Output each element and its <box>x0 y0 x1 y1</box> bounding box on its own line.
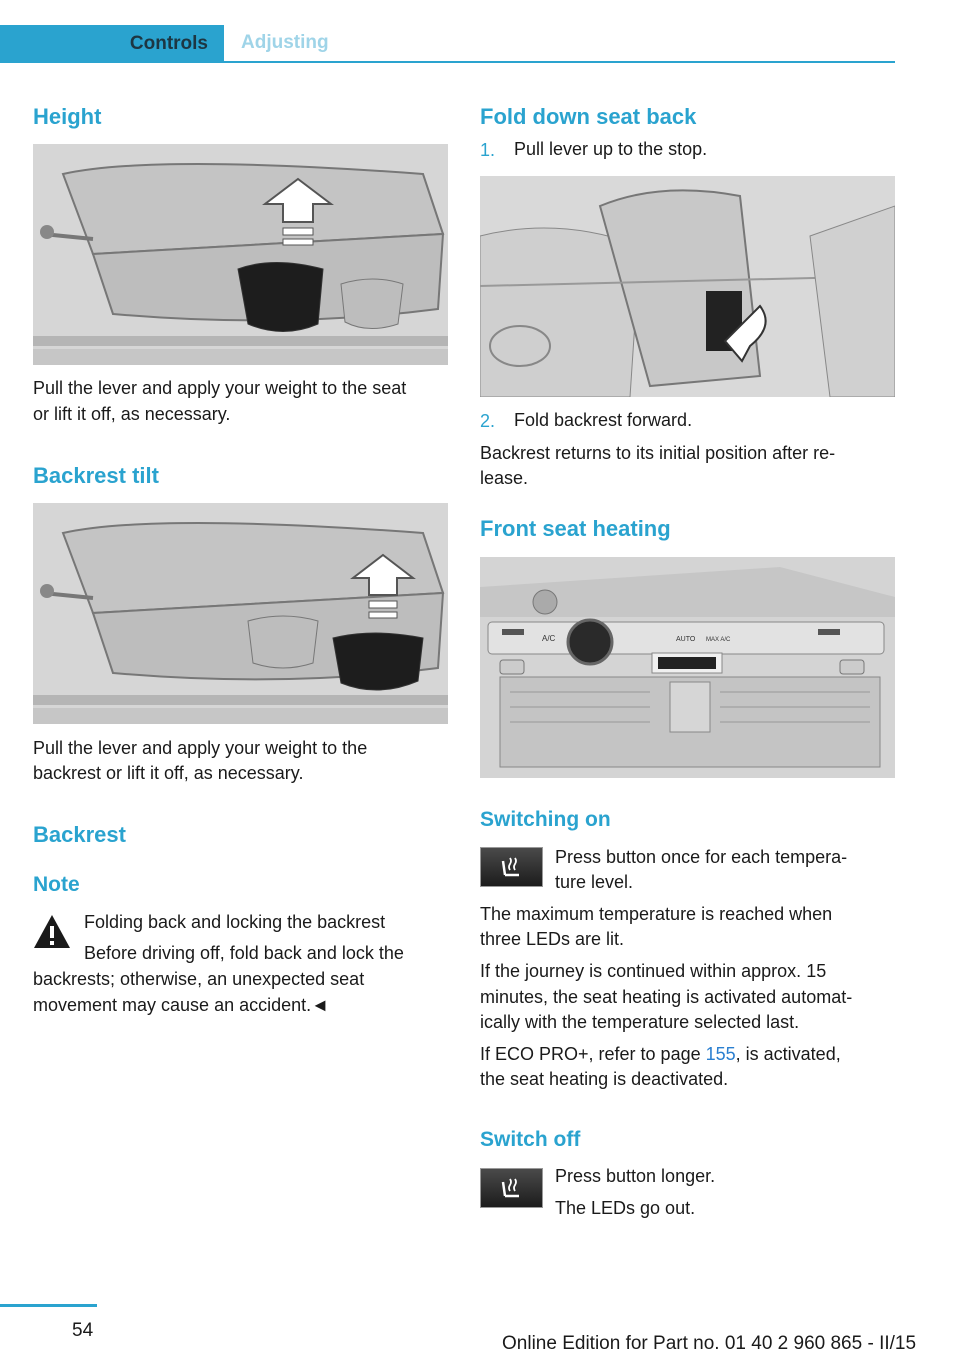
seat-heating-icon <box>499 855 525 879</box>
warning-icon <box>32 912 72 952</box>
page-number: 54 <box>72 1320 94 1341</box>
tilt-text-line2: backrest or lift it off, as necessary. <box>33 763 304 783</box>
heating-panel-figure <box>480 557 895 778</box>
switch-on-line1: Press button once for each tempera‐ <box>555 847 848 867</box>
panel-label-auto: AUTO <box>676 636 696 643</box>
height-text-line1: Pull the lever and apply your weight to the seat <box>33 378 407 398</box>
step2-number: 2. <box>480 411 496 431</box>
header-rule <box>0 61 895 63</box>
tilt-text-line1: Pull the lever and apply your weight to the <box>33 738 368 758</box>
backrest-title: Backrest <box>33 822 126 847</box>
edition-text: Online Edition for Part no. 01 40 2 960 865 - II/15 <box>502 1333 917 1354</box>
height-text-line2: or lift it off, as necessary. <box>33 404 231 424</box>
page-link-155[interactable]: 155 <box>705 1044 736 1064</box>
height-title: Height <box>33 104 102 129</box>
backrest-tilt-title: Backrest tilt <box>33 463 159 488</box>
tab-adjusting[interactable]: Adjusting <box>241 32 329 53</box>
panel-label-maxac: MAX A/C <box>706 637 731 643</box>
seat-heating-button-off[interactable] <box>480 1168 543 1208</box>
switch-off-title: Switch off <box>480 1128 581 1151</box>
fold-text-line1: Backrest returns to its initial position after re‐ <box>480 443 836 463</box>
note-line2: backrests; otherwise, an unexpected seat <box>33 969 365 989</box>
max-temp-line2: three LEDs are lit. <box>480 929 625 949</box>
eco-pro-line2: the seat heating is deactivated. <box>480 1069 729 1089</box>
note-heading: Folding back and locking the backrest <box>84 912 386 932</box>
switch-on-line2: ture level. <box>555 872 634 892</box>
switching-on-title: Switching on <box>480 808 611 831</box>
journey-line1: If the journey is continued within approx. 15 <box>480 961 827 981</box>
fold-text-line2: lease. <box>480 468 529 488</box>
note-title: Note <box>33 873 80 896</box>
switch-off-line2: The LEDs go out. <box>555 1198 696 1218</box>
note-line3: movement may cause an accident.◄ <box>33 995 329 1015</box>
eco-pro-line1 <box>480 1042 841 1067</box>
eco-text-a: If ECO PRO+, refer to page <box>480 1044 706 1064</box>
note-line1: Before driving off, fold back and lock the <box>84 943 404 963</box>
footer-rule <box>0 1304 97 1307</box>
seat-heating-button-on[interactable] <box>480 847 543 887</box>
panel-label-ac: A/C <box>542 634 556 643</box>
journey-line2: minutes, the seat heating is activated automat‐ <box>480 987 853 1007</box>
step1-number: 1. <box>480 140 496 160</box>
step1-text: Pull lever up to the stop. <box>514 139 708 159</box>
seat-height-figure <box>33 144 448 365</box>
front-seat-heating-title: Front seat heating <box>480 516 671 541</box>
fold-lever-figure <box>480 176 895 397</box>
tab-controls[interactable] <box>0 25 224 63</box>
step2-text: Fold backrest forward. <box>514 410 693 430</box>
journey-line3: ically with the temperature selected last. <box>480 1012 800 1032</box>
backrest-tilt-figure <box>33 503 448 724</box>
max-temp-line1: The maximum temperature is reached when <box>480 904 833 924</box>
tab-controls-label: Controls <box>129 33 208 54</box>
eco-text-b: , is activated, <box>735 1044 841 1064</box>
seat-heating-icon <box>499 1176 525 1200</box>
fold-down-title: Fold down seat back <box>480 104 697 129</box>
switch-off-line1: Press button longer. <box>555 1166 716 1186</box>
